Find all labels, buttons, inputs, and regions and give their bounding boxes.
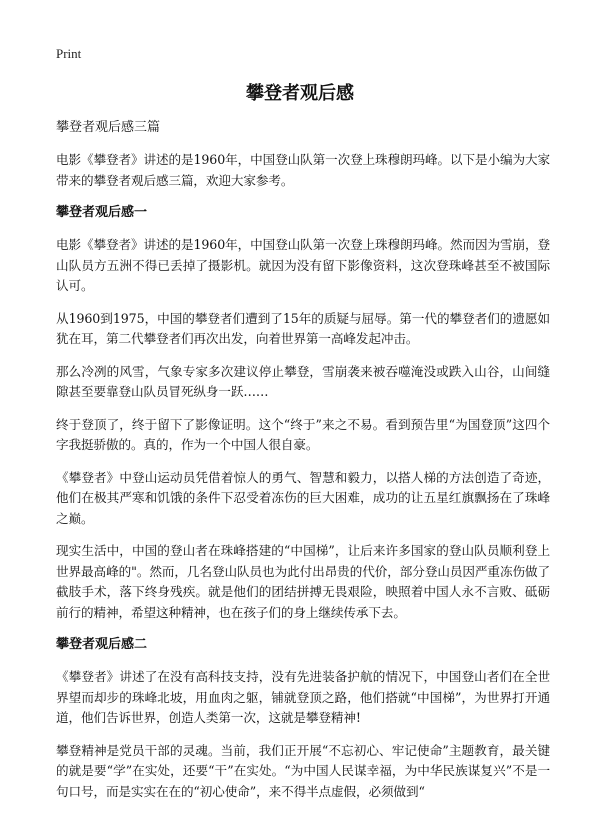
paragraph: 那么冷冽的风雪，气象专家多次建议停止攀登，雪崩袭来被吞噬淹没或跌入山谷，山间缝隙甚至要靠登山队员冒死纵身一跃…… bbox=[56, 363, 550, 399]
section-two bbox=[56, 635, 550, 802]
intro-paragraph: 电影《攀登者》讲述的是1960年，中国登山队第一次登上珠穆朗玛峰。以下是小编为大家带来的攀登者观后感三篇，欢迎大家参考。 bbox=[56, 152, 550, 188]
document-subtitle: 攀登者观后感三篇 bbox=[56, 120, 161, 135]
paragraph: 终于登顶了，终于留下了影像证明。这个“终于”来之不易。看到预告里“为国登顶”这四个字我挺骄傲的。真的，作为一个中国人很自豪。 bbox=[56, 416, 550, 452]
document-body bbox=[56, 118, 550, 814]
paragraph: 从1960到1975，中国的攀登者们遭到了15年的质疑与屈辱。第一代的攀登者们的遗愿如犹在耳，第二代攀登者们再次出发，向着世界第一高峰发起冲击。 bbox=[56, 310, 550, 346]
print-link[interactable]: Print bbox=[56, 46, 82, 61]
paragraph: 《攀登者》中登山运动员凭借着惊人的勇气、智慧和毅力，以搭人梯的方法创造了奇迹，他们在极其严寒和饥饿的条件下忍受着冻伤的巨大困难，成功的让五星红旗飘扬在了珠峰之巅。 bbox=[56, 469, 550, 526]
page-title: 攀登者观后感 bbox=[246, 83, 354, 104]
paragraph: 电影《攀登者》讲述的是1960年，中国登山队第一次登上珠穆朗玛峰。然而因为雪崩，登山队员方五洲不得已丢掉了摄影机。就因为没有留下影像资料，这次登珠峰甚至不被国际认可。 bbox=[56, 237, 550, 293]
section-heading: 攀登者观后感二 bbox=[56, 637, 148, 652]
section-one bbox=[56, 203, 550, 623]
paragraph: 现实生活中，中国的登山者在珠峰搭建的“中国梯”，让后来许多国家的登山队员顺利登上世界最高峰的"。然而，几名登山队员也为此付出昂贵的代价，部分登山员因严重冻伤做了截肢手术，落下终身残疾。就是他们的团结拼搏无畏艰险，映照着中国人永不言败、砥砺前行的精神，希望这种精神，也在孩子们的身上继续传承下去。 bbox=[56, 543, 550, 620]
section-heading: 攀登者观后感一 bbox=[56, 205, 148, 220]
paragraph: 攀登精神是党员干部的灵魂。当前，我们正开展“不忘初心、牢记使命”主题教育，最关键的就是要“学”在实处，还要“干”在实处。“为中国人民谋幸福，为中华民族谋复兴”不是一句口号，而是实实在在的“初心使命”，来不得半点虚假，必须做到“ bbox=[56, 742, 550, 799]
paragraph: 《攀登者》讲述了在没有高科技支持，没有先进装备护航的情况下，中国登山者们在全世界望而却步的珠峰北坡，用血肉之躯，铺就登顶之路，他们搭就“中国梯”，为世界打开通道，他们告诉世界，创造人类第一次，这就是攀登精神! bbox=[56, 669, 550, 725]
